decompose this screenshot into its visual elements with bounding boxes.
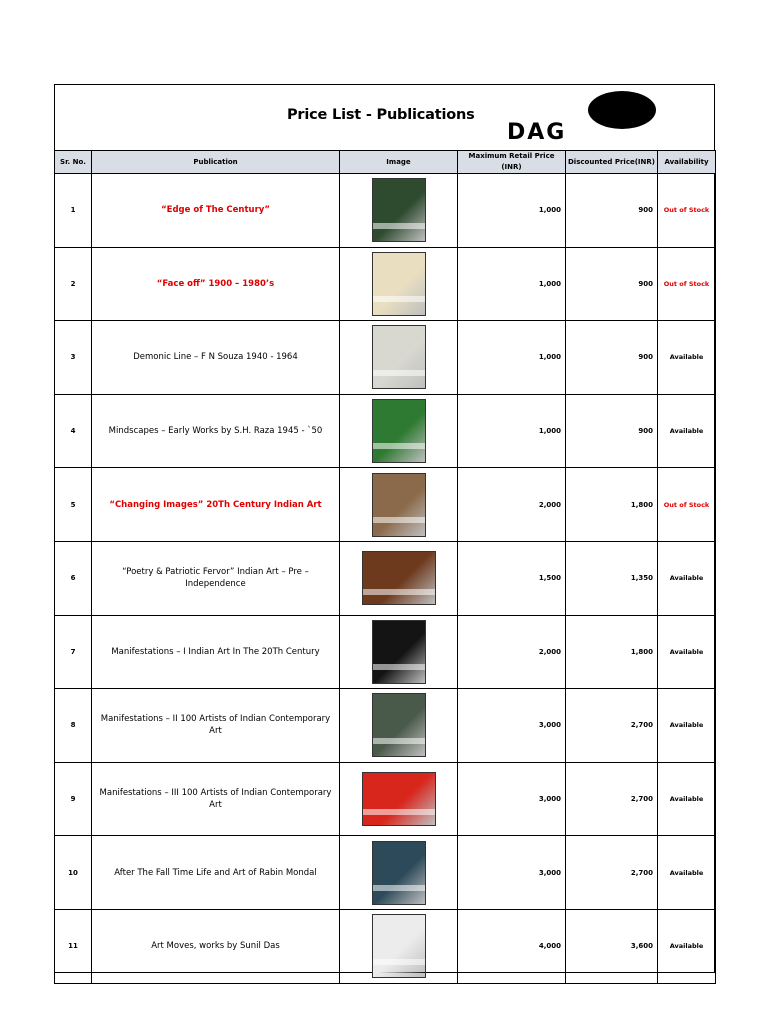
availability-cell: Out of Stock — [658, 468, 716, 542]
col-header-publication: Publication — [92, 151, 340, 174]
table-row — [55, 247, 716, 321]
book-cover-image — [372, 325, 426, 389]
cover-title-band — [373, 370, 425, 376]
mrp-cell: 3,000 — [458, 689, 566, 763]
availability-cell: Out of Stock — [658, 174, 716, 248]
publication-cell: “Changing Images” 20Th Century Indian Art — [92, 468, 340, 542]
image-cell — [340, 468, 458, 542]
mrp-cell: 3,000 — [458, 762, 566, 836]
sr-no-cell: 1 — [55, 174, 92, 248]
publication-cell: Demonic Line – F N Souza 1940 - 1964 — [92, 321, 340, 395]
dag-logo-oval — [588, 91, 656, 129]
discounted-price-cell: 2,700 — [566, 836, 658, 910]
book-cover-image — [362, 551, 436, 605]
cover-title-band — [373, 664, 425, 670]
cover-title-band — [373, 296, 425, 302]
image-cell — [340, 615, 458, 689]
availability-cell: Available — [658, 762, 716, 836]
image-cell — [340, 321, 458, 395]
availability-cell: Available — [658, 836, 716, 910]
book-cover-image — [362, 772, 436, 826]
publication-cell: “Poetry & Patriotic Fervor” Indian Art – Pre – Independence — [92, 541, 340, 615]
book-cover-image — [372, 252, 426, 316]
cover-title-band — [373, 517, 425, 523]
col-header-discounted: Discounted Price(INR) — [566, 151, 658, 174]
image-cell — [340, 541, 458, 615]
sr-no-cell: 4 — [55, 394, 92, 468]
publication-cell: Manifestations – I Indian Art In The 20Th Century — [92, 615, 340, 689]
mrp-cell: 4,000 — [458, 909, 566, 983]
table-body — [55, 174, 716, 984]
publication-cell: Mindscapes – Early Works by S.H. Raza 1945 - `50 — [92, 394, 340, 468]
book-cover-image — [372, 693, 426, 757]
publication-cell: “Edge of The Century” — [92, 174, 340, 248]
table-row — [55, 762, 716, 836]
mrp-cell: 3,000 — [458, 836, 566, 910]
sr-no-cell: 2 — [55, 247, 92, 321]
sr-no-cell: 6 — [55, 541, 92, 615]
book-cover-image — [372, 473, 426, 537]
publication-cell: Manifestations – II 100 Artists of Indian Contemporary Art — [92, 689, 340, 763]
image-cell — [340, 689, 458, 763]
table-row — [55, 909, 716, 983]
sheet-header — [55, 85, 714, 150]
sr-no-cell: 7 — [55, 615, 92, 689]
mrp-cell: 1,000 — [458, 394, 566, 468]
image-cell — [340, 909, 458, 983]
availability-cell: Available — [658, 909, 716, 983]
table-row — [55, 689, 716, 763]
publication-cell: After The Fall Time Life and Art of Rabin Mondal — [92, 836, 340, 910]
dag-logo: DAG — [507, 120, 567, 145]
table-row — [55, 174, 716, 248]
discounted-price-cell: 900 — [566, 247, 658, 321]
cover-title-band — [373, 223, 425, 229]
mrp-cell: 1,000 — [458, 247, 566, 321]
price-table — [54, 150, 716, 984]
availability-cell: Available — [658, 541, 716, 615]
discounted-price-cell: 2,700 — [566, 762, 658, 836]
sr-no-cell: 10 — [55, 836, 92, 910]
discounted-price-cell: 900 — [566, 174, 658, 248]
col-header-sr-no: Sr. No. — [55, 151, 92, 174]
availability-cell: Out of Stock — [658, 247, 716, 321]
sr-no-cell: 11 — [55, 909, 92, 983]
mrp-cell: 2,000 — [458, 615, 566, 689]
mrp-cell: 1,000 — [458, 321, 566, 395]
page-title: Price List - Publications — [287, 107, 475, 123]
discounted-price-cell: 900 — [566, 321, 658, 395]
book-cover-image — [372, 178, 426, 242]
price-list-sheet — [54, 84, 715, 973]
publication-cell: Art Moves, works by Sunil Das — [92, 909, 340, 983]
cover-title-band — [363, 589, 435, 595]
col-header-availability: Availability — [658, 151, 716, 174]
availability-cell: Available — [658, 394, 716, 468]
discounted-price-cell: 3,600 — [566, 909, 658, 983]
cover-title-band — [373, 959, 425, 965]
availability-cell: Available — [658, 615, 716, 689]
discounted-price-cell: 1,350 — [566, 541, 658, 615]
sr-no-cell: 3 — [55, 321, 92, 395]
book-cover-image — [372, 620, 426, 684]
cover-title-band — [373, 738, 425, 744]
table-row — [55, 836, 716, 910]
discounted-price-cell: 1,800 — [566, 615, 658, 689]
col-header-mrp: Maximum Retail Price (INR) — [458, 151, 566, 174]
table-row — [55, 321, 716, 395]
table-row — [55, 468, 716, 542]
availability-cell: Available — [658, 689, 716, 763]
book-cover-image — [372, 399, 426, 463]
mrp-cell: 2,000 — [458, 468, 566, 542]
discounted-price-cell: 2,700 — [566, 689, 658, 763]
col-header-image: Image — [340, 151, 458, 174]
cover-title-band — [373, 885, 425, 891]
sr-no-cell: 8 — [55, 689, 92, 763]
mrp-cell: 1,000 — [458, 174, 566, 248]
cover-title-band — [373, 443, 425, 449]
sr-no-cell: 9 — [55, 762, 92, 836]
book-cover-image — [372, 914, 426, 978]
table-row — [55, 394, 716, 468]
image-cell — [340, 836, 458, 910]
sr-no-cell: 5 — [55, 468, 92, 542]
image-cell — [340, 174, 458, 248]
image-cell — [340, 247, 458, 321]
discounted-price-cell: 1,800 — [566, 468, 658, 542]
table-row — [55, 615, 716, 689]
table-row — [55, 541, 716, 615]
discounted-price-cell: 900 — [566, 394, 658, 468]
availability-cell: Available — [658, 321, 716, 395]
image-cell — [340, 762, 458, 836]
book-cover-image — [372, 841, 426, 905]
table-header-row — [55, 151, 716, 174]
publication-cell: Manifestations – III 100 Artists of Indian Contemporary Art — [92, 762, 340, 836]
mrp-cell: 1,500 — [458, 541, 566, 615]
cover-title-band — [363, 809, 435, 815]
publication-cell: “Face off” 1900 – 1980’s — [92, 247, 340, 321]
image-cell — [340, 394, 458, 468]
